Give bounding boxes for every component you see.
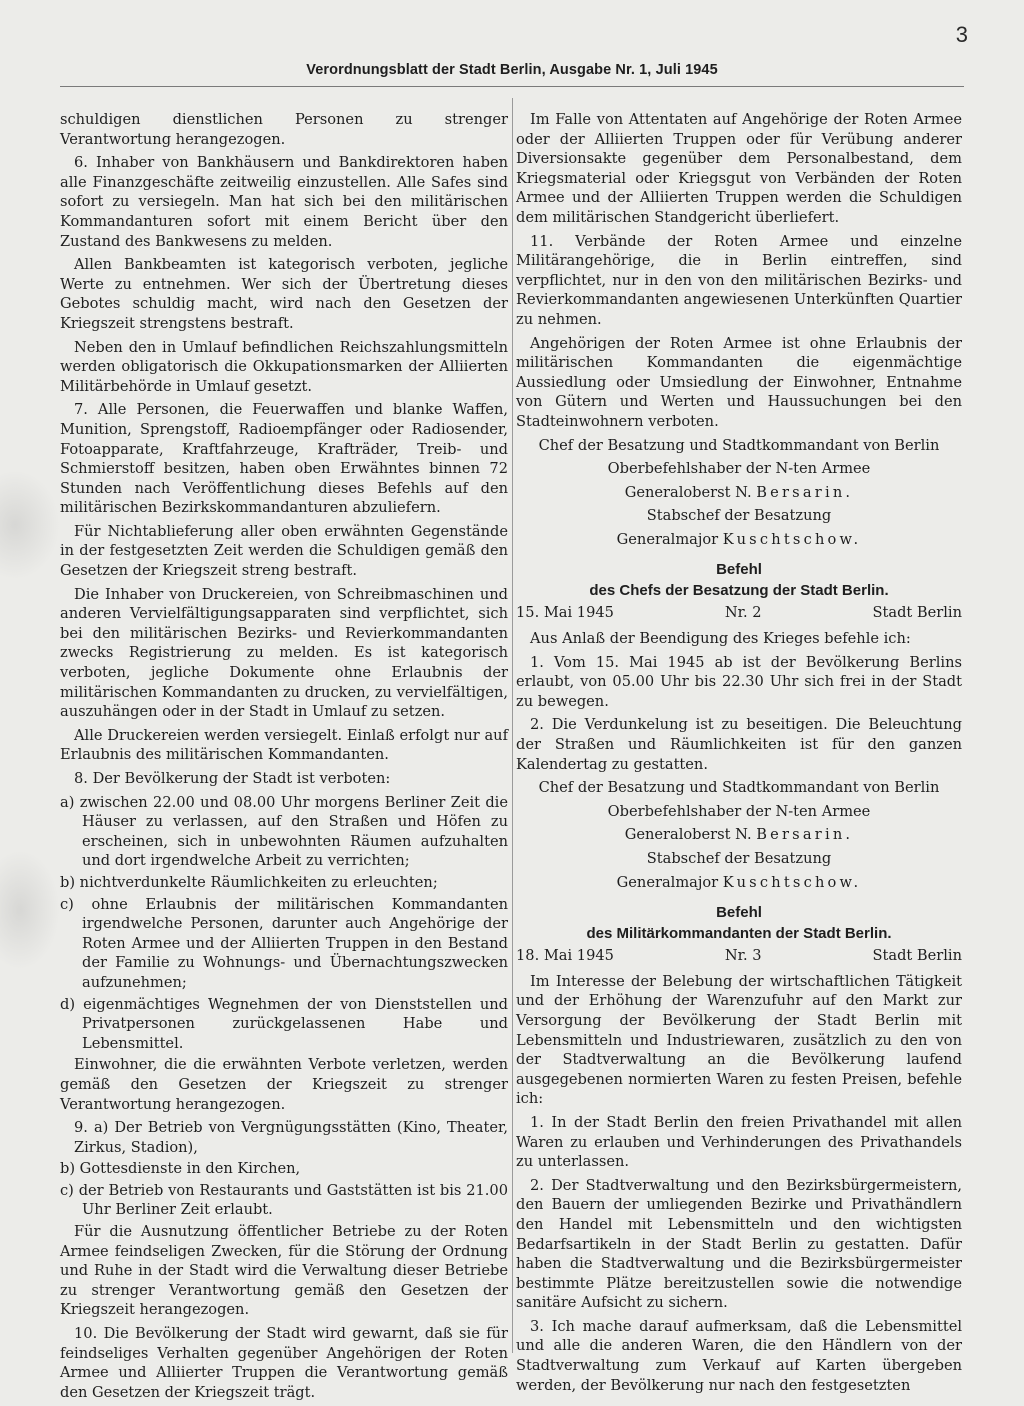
paragraph: 2. Der Stadtverwaltung und den Bezirksbürgermeistern, den Bauern der umliegenden Bezirke und Privathändlern den Handel mit Lebensmitteln und den wichtigsten Bedarfsartikeln in der Stadt Berlin zu gestatten. Dafür haben die Stadtverwaltung und die Bezirksbürgermeister bestimmte Plätze bereitzustellen sowie die notwendige sanitäre Aufsicht zu sichern. <box>516 1176 962 1312</box>
paragraph: 7. Alle Personen, die Feuerwaffen und blanke Waffen, Munition, Sprengstoff, Radioempfänger oder Radiosender, Fotoapparate, Kraftfahrzeuge, Krafträder, Treib- und Schmierstoff besitzen, haben oben Erwähntes binnen 72 Stunden nach Veröffentlichung dieses Befehls auf den militärischen Bezirkskommandanturen abzuliefern. <box>60 401 508 517</box>
order-date: 18. Mai 1945 <box>516 947 614 965</box>
paragraph: 11. Verbände der Roten Armee und einzelne Militärangehörige, die in Berlin eintreffen, sind verpflichtet, nur in den von den militärischen Bezirks- und Revierkommandanten angewiesenen Unterkünften Quartier zu nehmen. <box>516 232 962 328</box>
paragraph: Aus Anlaß der Beendigung des Krieges befehle ich: <box>530 630 911 648</box>
paragraph: Alle Druckereien werden versiegelt. Einlaß erfolgt nur auf Erlaubnis des militärischen Kommandanten. <box>60 726 508 764</box>
paragraph: Angehörigen der Roten Armee ist ohne Erlaubnis der militärischen Kommandanten die eigenmächtige Aussiedlung oder Umsiedlung der Einwohner, Entnahme von Gütern und Werten und Haussuchungen bei den Stadteinwohnern verboten. <box>516 334 962 430</box>
running-header: Verordnungsblatt der Stadt Berlin, Ausgabe Nr. 1, Juli 1945 <box>306 62 718 78</box>
signature-line: Oberbefehlshaber der N-ten Armee <box>607 802 871 820</box>
list-item: a) zwischen 22.00 und 08.00 Uhr morgens Berliner Zeit die Häuser zu verlassen, auf den Straßen und Höfen zu erscheinen, sich in unbewohnten Räumen aufzuhalten und dort irgendwelche Arbeit zu verrichten; <box>60 793 508 870</box>
signature-line: Stabschef der Besatzung <box>646 507 832 525</box>
order-number: Nr. 3 <box>724 947 762 965</box>
column-divider <box>512 98 513 1353</box>
paragraph: schuldigen dienstlichen Personen zu strenger Verantwortung herangezogen. <box>60 111 508 148</box>
signature-line: Generaloberst N. Bersarin. <box>624 826 854 844</box>
list-item: c) ohne Erlaubnis der militärischen Kommandanten irgendwelche Personen, darunter auch Angehörige der Roten Armee und der Alliierten Truppen in den Bestand der Familie zu Wohnungs- und Übernachtungszwecken aufzunehmen; <box>60 895 508 991</box>
signature-line: Chef der Besatzung und Stadtkommandant von Berlin <box>538 779 940 797</box>
paragraph: 8. Der Bevölkerung der Stadt ist verboten: <box>74 770 391 787</box>
paragraph: 1. In der Stadt Berlin den freien Privathandel mit allen Waren zu erlauben und Verhinderungen des Privathandels zu unterlassen. <box>516 1113 962 1171</box>
signature-line: Stabschef der Besatzung <box>646 850 832 867</box>
signature-line: Generalmajor Kuschtschow. <box>616 530 862 548</box>
paragraph: Neben den in Umlauf befindlichen Reichszahlungsmitteln werden obligatorisch die Okkupationsmarken der Alliierten Militärbehörde in Umlauf gesetzt. <box>60 338 508 395</box>
list-item: b) Gottesdienste in den Kirchen, <box>60 1160 301 1178</box>
page-stain <box>0 850 60 970</box>
order-meta <box>516 603 962 623</box>
list-item: c) der Betrieb von Restaurants und Gaststätten ist bis 21.00 Uhr Berliner Zeit erlaubt. <box>60 1181 508 1219</box>
order-meta <box>516 946 962 966</box>
paragraph: Für die Ausnutzung öffentlicher Betriebe zu der Roten Armee feindseligen Zwecken, für die Störung der Ordnung und Ruhe in der Stadt wird die Verwaltung dieser Betriebe zu strenger Verantwortung gemäß den Gesetzen der Kriegszeit herangezogen. <box>60 1223 508 1319</box>
order-subtitle: des Chefs der Besatzung der Stadt Berlin. <box>589 582 889 600</box>
order-place: Stadt Berlin <box>872 947 962 965</box>
paragraph: 10. Die Bevölkerung der Stadt wird gewarnt, daß sie für feindseliges Verhalten gegenüber Angehörigen der Roten Armee und Alliierter Truppen die Verantwortung gemäß den Gesetzen der Kriegszeit trägt. <box>60 1325 508 1401</box>
page-number: 3 <box>955 22 968 47</box>
paragraph: 6. Inhaber von Bankhäusern und Bankdirektoren haben alle Finanzgeschäfte zeitweilig einzustellen. Alle Safes sind sofort zu versiegeln. Man hat sich bei den militärischen Kommandanturen sofort mit einem Bericht über den Zustand des Bankwesens zu melden. <box>60 154 508 250</box>
paragraph: Allen Bankbeamten ist kategorisch verboten, jegliche Werte zu entnehmen. Wer sich der Übertretung dieses Gebotes schuldig macht, wird nach den Gesetzen der Kriegszeit strengstens bestraft. <box>60 256 508 332</box>
order-date: 15. Mai 1945 <box>516 604 614 622</box>
list-item: b) nichtverdunkelte Räumlichkeiten zu erleuchten; <box>60 873 438 891</box>
signature-line: Oberbefehlshaber der N-ten Armee <box>607 460 871 478</box>
list-item: 9. a) Der Betrieb von Vergnügungsstätten (Kino, Theater, Zirkus, Stadion), <box>74 1119 508 1156</box>
list-item: d) eigenmächtiges Wegnehmen der von Dienststellen und Privatpersonen zurückgelassenen Habe und Lebensmittel. <box>60 995 508 1052</box>
left-column <box>60 110 508 1406</box>
right-column <box>516 110 962 1399</box>
page-stain <box>0 470 60 580</box>
order-number: Nr. 2 <box>724 604 762 622</box>
paragraph: Im Falle von Attentaten auf Angehörige der Roten Armee oder der Alliierten Truppen oder für Verübung anderer Diversionsakte gegenüber dem Personalbestand, dem Kriegsmaterial oder Kriegsgut von Verbänden der Roten Armee und der Alliierten Truppen werden die Schuldigen dem militärischen Standgericht überliefert. <box>516 111 962 226</box>
order-title: Befehl <box>716 904 762 922</box>
paragraph: 3. Ich mache darauf aufmerksam, daß die Lebensmittel und alle die anderen Waren, die den Händlern von der Stadtverwaltung zum Verkauf auf Karten übergeben werden, der Bevölkerung nur nach den festgesetzten <box>516 1317 962 1394</box>
signature-line: Generaloberst N. Bersarin. <box>624 483 854 501</box>
paragraph: 1. Vom 15. Mai 1945 ab ist der Bevölkerung Berlins erlaubt, von 05.00 Uhr bis 22.30 Uhr sich frei in der Stadt zu bewegen. <box>516 653 962 710</box>
paragraph: Einwohner, die die erwähnten Verbote verletzen, werden gemäß den Gesetzen der Kriegszeit zu strenger Verantwortung herangezogen. <box>60 1056 508 1113</box>
order-subtitle: des Militärkommandanten der Stadt Berlin. <box>586 925 892 943</box>
signature-block <box>516 436 962 550</box>
order-place: Stadt Berlin <box>872 604 962 622</box>
signature-line: Generalmajor Kuschtschow. <box>616 873 862 891</box>
header-rule <box>60 86 964 87</box>
signature-block <box>516 778 962 892</box>
paragraph: Für Nichtablieferung aller oben erwähnten Gegenstände in der festgesetzten Zeit werden die Schuldigen gemäß den Gesetzen der Kriegszeit streng bestraft. <box>60 522 508 580</box>
order-title: Befehl <box>716 561 762 579</box>
paragraph: Im Interesse der Belebung der wirtschaftlichen Tätigkeit und der Erhöhung der Warenzufuhr auf den Markt zur Versorgung der Bevölkerung der Stadt Berlin mit Lebensmitteln und Industriewaren, zusätzlich zu den von der Stadtverwaltung an die Bevölkerung laufend ausgegebenen normierten Waren zu festen Preisen, befehle ich: <box>516 972 962 1108</box>
paragraph: 2. Die Verdunkelung ist zu beseitigen. Die Beleuchtung der Straßen und Räumlichkeiten ist für den ganzen Kalendertag zu gestatten. <box>516 716 962 773</box>
signature-line: Chef der Besatzung und Stadtkommandant von Berlin <box>538 436 940 454</box>
paragraph: Die Inhaber von Druckereien, von Schreibmaschinen und anderen Vervielfältigungsapparaten sind verpflichtet, sich bei den militärischen Bezirks- und Revierkommandanten zwecks Registrierung zu melden. Es ist kategorisch verboten, jegliche Dokumente ohne Erlaubnis der militärischen Kommandanten zu drucken, zu vervielfältigen, auszuhängen oder in der Stadt in Umlauf zu setzen. <box>60 585 508 721</box>
